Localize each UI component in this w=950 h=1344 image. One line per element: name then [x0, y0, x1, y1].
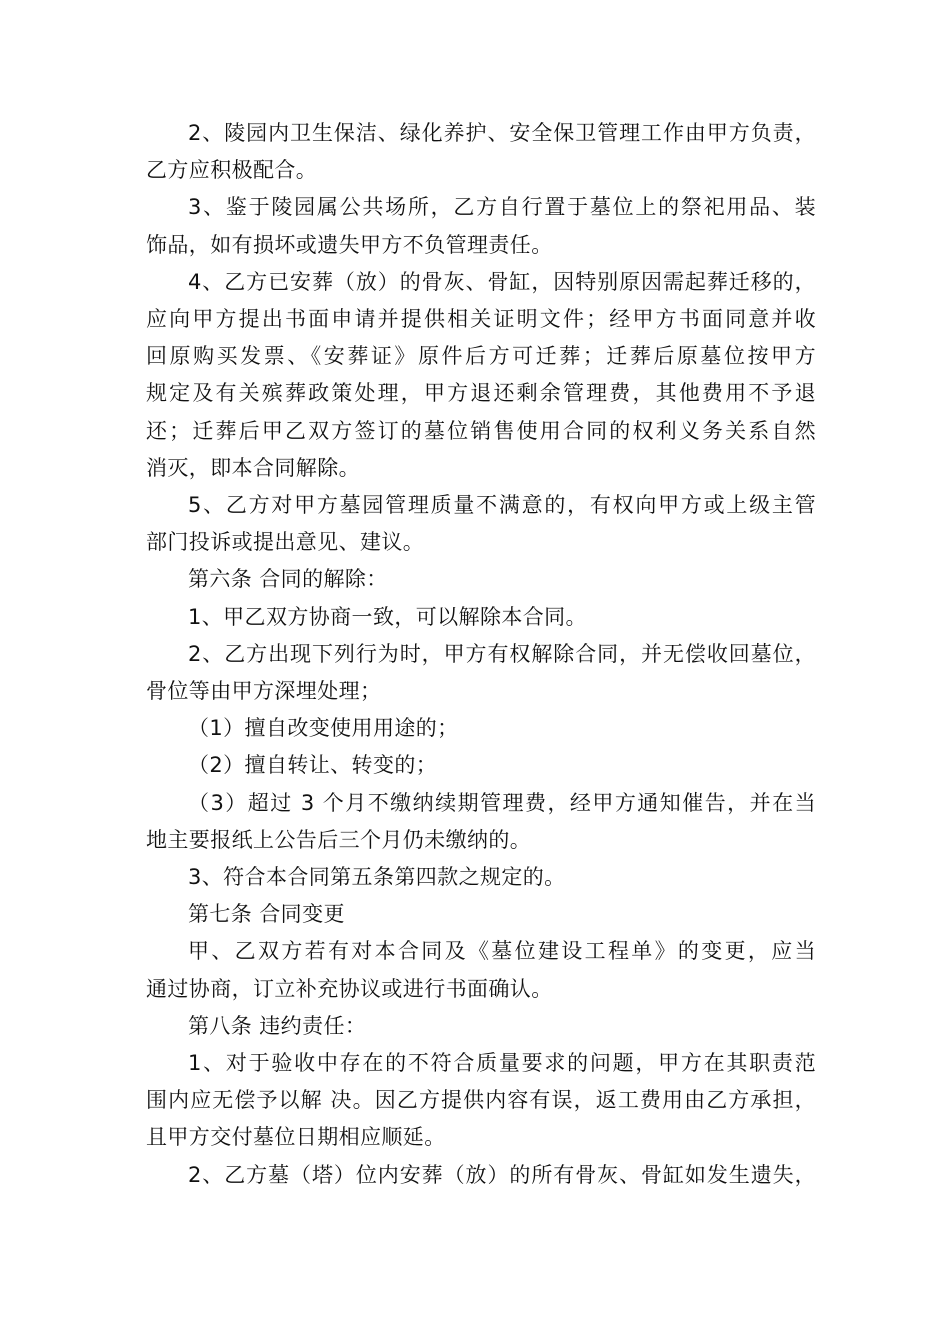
- text-line: 4、乙方已安葬（放）的骨灰、骨缸，因特别原因需起葬迁移的，: [188, 269, 816, 294]
- text-line: 1、对于验收中存在的不符合质量要求的问题，甲方在其职责范: [188, 1051, 816, 1076]
- paragraph-clause-8-item-1: [146, 1045, 816, 1157]
- paragraph-clause-5-item-3: [146, 189, 816, 263]
- text-line: 地主要报纸上公告后三个月仍未缴纳的。: [146, 827, 532, 852]
- text-line: 甲、乙双方若有对本合同及《墓位建设工程单》的变更，应当: [188, 939, 816, 964]
- section-heading: 第七条 合同变更: [188, 902, 345, 927]
- text-line: 2、乙方出现下列行为时，甲方有权解除合同，并无偿收回墓位，: [188, 641, 816, 666]
- text-line: 应向甲方提出书面申请并提供相关证明文件；经甲方书面同意并收: [146, 307, 816, 332]
- text-line: 5、乙方对甲方墓园管理质量不满意的，有权向甲方或上级主管: [188, 493, 816, 518]
- text-line: 2、乙方墓（塔）位内安葬（放）的所有骨灰、骨缸如发生遗失，: [188, 1162, 816, 1187]
- section-heading: 第八条 违约责任：: [188, 1013, 367, 1038]
- text-line: 乙方应积极配合。: [146, 158, 318, 183]
- text-line: 部门投诉或提出意见、建议。: [146, 530, 425, 555]
- paragraph-clause-6-item-2: [146, 636, 816, 710]
- text-line: （3）超过 3 个月不缴纳续期管理费，经甲方通知催告，并在当: [188, 790, 816, 815]
- text-line: 饰品，如有损坏或遗失甲方不负管理责任。: [146, 232, 553, 257]
- paragraph-subitem-1: [146, 710, 816, 747]
- paragraph-clause-6-item-3: [146, 859, 816, 896]
- text-line: 通过协商，订立补充协议或进行书面确认。: [146, 976, 553, 1001]
- paragraph-clause-8-item-2: [146, 1157, 816, 1194]
- text-line: 2、陵园内卫生保洁、绿化养护、安全保卫管理工作由甲方负责，: [188, 121, 816, 145]
- text-line: （1）擅自改变使用用途的；: [188, 716, 459, 741]
- paragraph-clause-7: [146, 933, 816, 1007]
- text-line: 且甲方交付墓位日期相应顺延。: [146, 1125, 446, 1150]
- heading-article-6: [146, 561, 816, 598]
- text-line: 围内应无偿予以解 决。因乙方提供内容有误，返工费用由乙方承担，: [146, 1088, 816, 1113]
- text-line: （2）擅自转让、转变的；: [188, 753, 438, 778]
- text-line: 还；迁葬后甲乙双方签订的墓位销售使用合同的权利义务关系自然: [146, 418, 816, 443]
- text-line: 3、鉴于陵园属公共场所，乙方自行置于墓位上的祭祀用品、装: [188, 195, 816, 220]
- text-line: 1、甲乙双方协商一致，可以解除本合同。: [188, 604, 587, 629]
- paragraph-subitem-3: [146, 785, 816, 859]
- document-body: [146, 115, 816, 1194]
- paragraph-subitem-2: [146, 747, 816, 784]
- paragraph-clause-5-item-5: [146, 487, 816, 561]
- paragraph-clause-5-item-4: [146, 264, 816, 487]
- text-line: 消灭，即本合同解除。: [146, 455, 360, 480]
- paragraph-clause-6-item-1: [146, 599, 816, 636]
- text-line: 3、符合本合同第五条第四款之规定的。: [188, 865, 566, 890]
- text-line: 规定及有关殡葬政策处理，甲方退还剩余管理费，其他费用不予退: [146, 381, 816, 406]
- heading-article-8: [146, 1008, 816, 1045]
- text-line: 回原购买发票、《安葬证》原件后方可迁葬；迁葬后原墓位按甲方: [146, 344, 816, 369]
- text-line: 骨位等由甲方深埋处理；: [146, 679, 382, 704]
- paragraph-clause-5-item-2: [146, 115, 816, 189]
- section-heading: 第六条 合同的解除：: [188, 567, 388, 592]
- heading-article-7: [146, 896, 816, 933]
